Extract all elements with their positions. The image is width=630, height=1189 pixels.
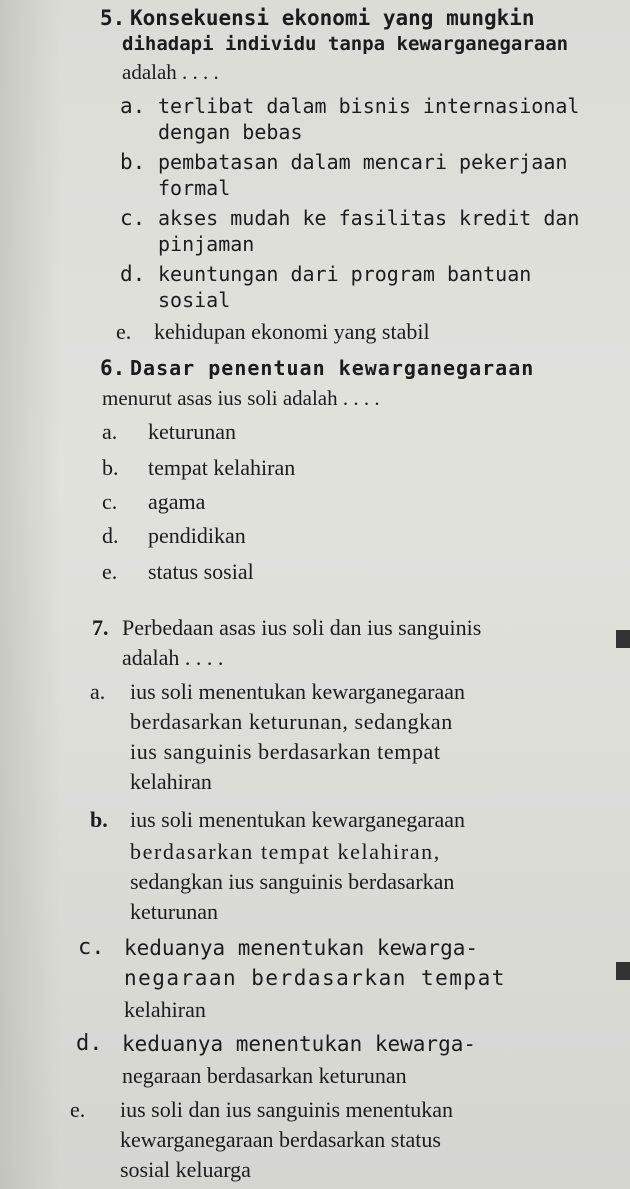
option-7d-letter: d. [76,1031,103,1056]
option-5b-line-2: formal [158,176,231,200]
question-5-stem-line-3: adalah . . . . [122,60,219,84]
option-7c-line-1: keduanya menentukan kewarga- [124,936,479,960]
option-7e-line-3: sosial keluarga [120,1157,251,1182]
question-7-number: 7. [92,615,109,640]
option-7a-line-4: kelahiran [130,769,212,794]
option-7b-line-1: ius soli menentukan kewarganegaraan [130,807,465,832]
question-5-stem-line-2: dihadapi individu tanpa kewarganegaraan [122,33,569,55]
option-6a-text: keturunan [148,419,236,444]
option-7b-line-2: berdasarkan tempat kelahiran, [130,839,441,864]
option-5a-letter: a. [120,94,146,118]
option-5d-line-2: sosial [158,288,231,312]
option-5b-line-1: pembatasan dalam mencari pekerjaan [158,150,568,174]
option-7e-line-1: ius soli dan ius sanguinis menentukan [120,1097,454,1122]
option-5e-line-1: kehidupan ekonomi yang stabil [154,319,430,344]
question-7-stem-line-2: adalah . . . . [122,645,224,670]
option-7b-letter: b. [90,807,108,832]
option-5c-line-1: akses mudah ke fasilitas kredit dan [158,206,580,230]
option-7b-line-4: keturunan [130,899,218,924]
option-6d-letter: d. [102,523,119,548]
option-5d-line-1: keuntungan dari program bantuan [158,262,532,286]
option-5d-letter: d. [120,262,146,286]
option-6e-text: status sosial [148,559,254,584]
option-6e-letter: e. [102,559,118,584]
option-7c-letter: c. [78,935,105,960]
option-6c-letter: c. [102,489,118,514]
option-7b-line-3: sedangkan ius sanguinis berdasarkan [130,869,455,894]
option-5a-line-1: terlibat dalam bisnis internasional [158,94,580,118]
option-7a-line-1: ius soli menentukan kewarganegaraan [130,679,465,704]
page-shadow [0,0,60,1189]
page-edge-marker [616,630,630,648]
option-6a-letter: a. [102,419,118,444]
option-7c-line-3: kelahiran [124,997,206,1022]
option-7c-line-2: negaraan berdasarkan tempat [124,966,506,990]
option-6d-text: pendidikan [148,523,246,548]
option-5e-letter: e. [116,319,132,344]
option-5c-line-2: pinjaman [158,232,255,256]
option-5a-line-2: dengan bebas [158,120,303,144]
question-6-number: 6. [100,356,126,380]
page-edge-marker [616,962,630,980]
option-7d-line-1: keduanya menentukan kewarga- [122,1032,477,1056]
option-6c-text: agama [148,489,206,514]
question-5-number: 5. [100,6,126,30]
option-7d-line-2: negaraan berdasarkan keturunan [122,1063,407,1088]
question-5-stem-line-1: Konsekuensi ekonomi yang mungkin [130,6,535,30]
option-5b-letter: b. [120,150,146,174]
question-7-stem-line-1: Perbedaan asas ius soli dan ius sanguinis [122,615,482,640]
option-7a-letter: a. [90,679,106,704]
option-7e-line-2: kewarganegaraan berdasarkan status [120,1127,441,1152]
option-7a-line-2: berdasarkan keturunan, sedangkan [130,709,453,734]
option-7e-letter: e. [70,1097,86,1122]
option-5c-letter: c. [120,206,146,230]
question-6-stem-line-1: Dasar penentuan kewarganegaraan [130,356,535,380]
question-6-stem-line-2: menurut asas ius soli adalah . . . . [102,386,380,410]
option-6b-text: tempat kelahiran [148,455,296,480]
option-7a-line-3: ius sanguinis berdasarkan tempat [130,739,441,764]
option-6b-letter: b. [102,455,119,480]
